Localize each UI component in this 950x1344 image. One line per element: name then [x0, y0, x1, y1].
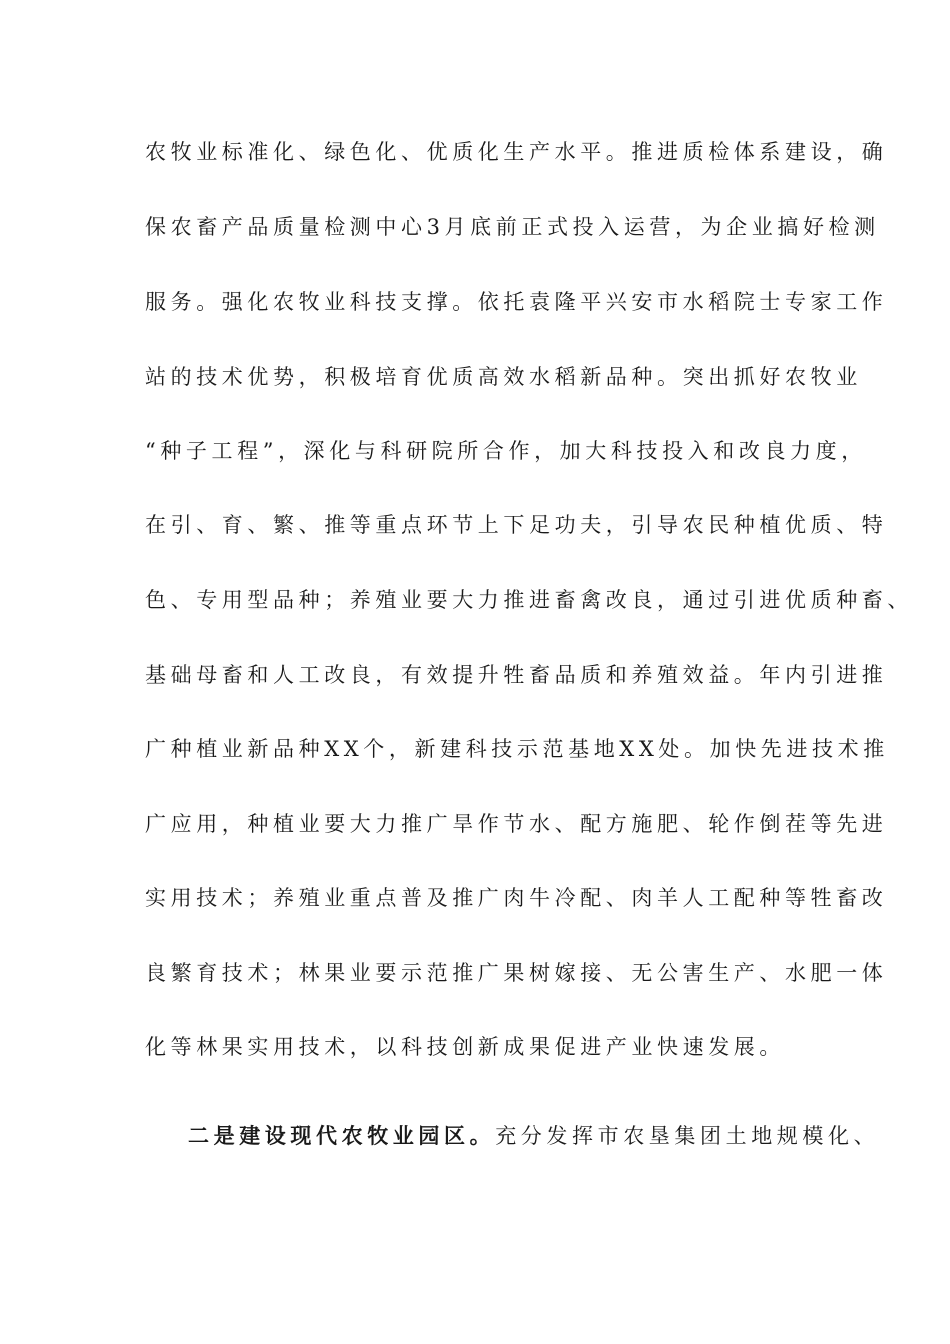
section-heading-text: 充分发挥市农垦集团土地规模化、 [495, 1124, 880, 1148]
paragraph-line-7: 色、专用型品种；养殖业要大力推进畜禽改良，通过引进优质种畜、 [145, 588, 913, 612]
paragraph-line-2: 保农畜产品质量检测中心3月底前正式投入运营，为企业搞好检测 [145, 215, 880, 239]
paragraph-line-12: 良繁育技术；林果业要示范推广果树嫁接、无公害生产、水肥一体 [145, 961, 888, 985]
section-heading-line [188, 1121, 879, 1151]
paragraph-line-9: 广种植业新品种XX个，新建科技示范基地XX处。加快先进技术推 [145, 737, 889, 761]
paragraph-line-4: 站的技术优势，积极培育优质高效水稻新品种。突出抓好农牧业 [145, 365, 862, 389]
paragraph-line-3: 服务。强化农牧业科技支撑。依托袁隆平兴安市水稻院士专家工作 [145, 290, 888, 314]
paragraph-line-5: “种子工程”，深化与科研院所合作，加大科技投入和改良力度， [145, 439, 867, 463]
paragraph-line-13: 化等林果实用技术，以科技创新成果促进产业快速发展。 [145, 1035, 785, 1059]
section-heading-bold: 二是建设现代农牧业园区。 [188, 1123, 496, 1148]
paragraph-line-10: 广应用，种植业要大力推广旱作节水、配方施肥、轮作倒茬等先进 [145, 812, 888, 836]
paragraph-line-8: 基础母畜和人工改良，有效提升牲畜品质和养殖效益。年内引进推 [145, 663, 888, 687]
paragraph-line-6: 在引、育、繁、推等重点环节上下足功夫，引导农民种植优质、特 [145, 513, 888, 537]
paragraph-line-11: 实用技术；养殖业重点普及推广肉牛冷配、肉羊人工配种等牲畜改 [145, 886, 888, 910]
paragraph-line-1: 农牧业标准化、绿色化、优质化生产水平。推进质检体系建设，确 [145, 140, 888, 164]
